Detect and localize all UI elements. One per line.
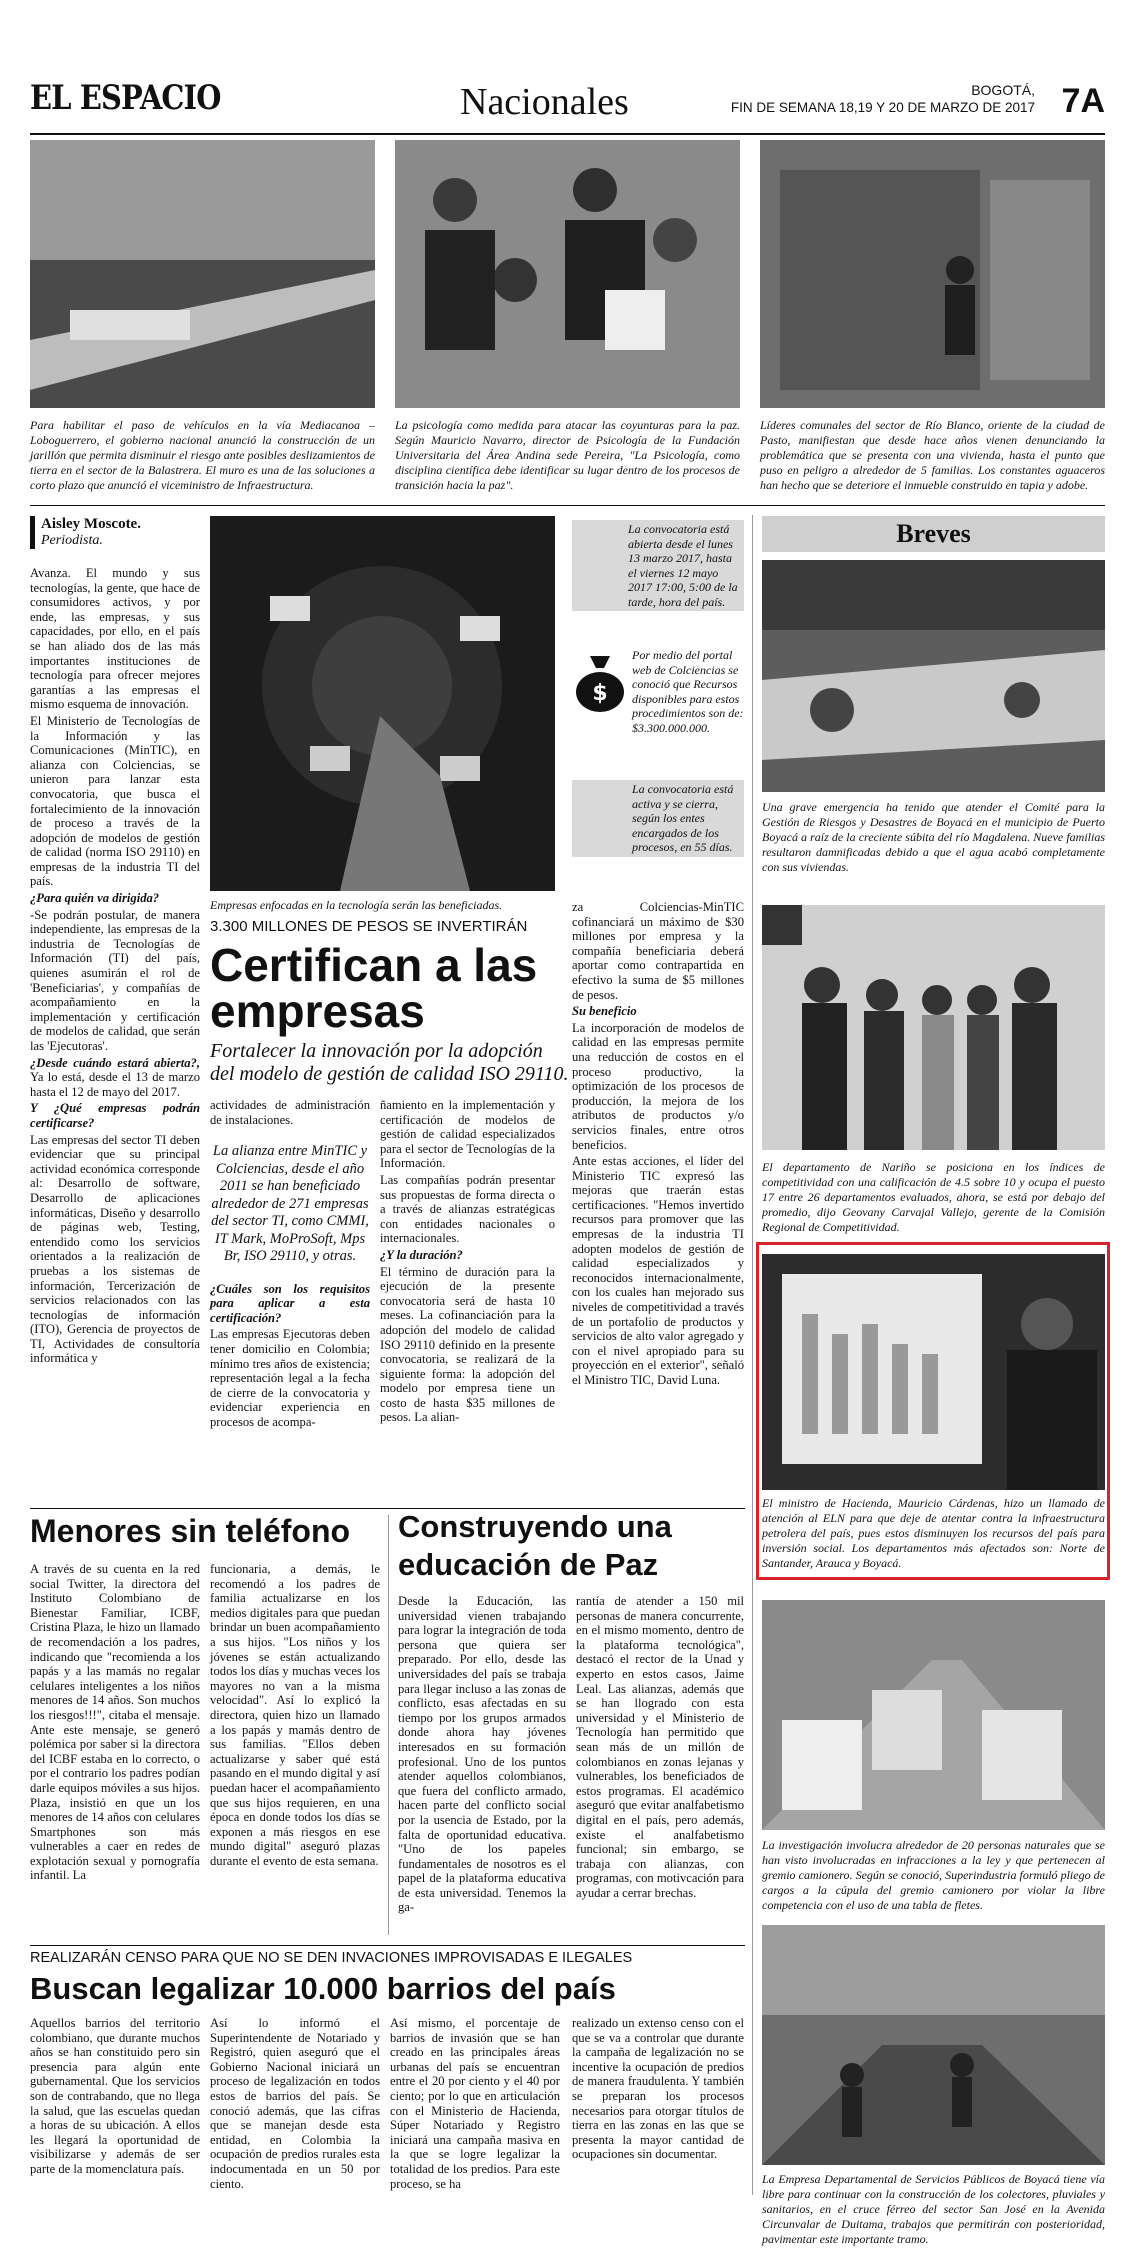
students-photo [395, 140, 740, 408]
city: BOGOTÁ, [971, 82, 1035, 98]
main-article-col1 [30, 566, 200, 1368]
masthead [30, 70, 1105, 132]
paragraph: La incorporación de modelos de calidad en las empresas permite una reducción de costos en el proceso productivo, la optimización de los procesos de producción, la mejora de los atributos de productos y/o servicios finales, entre otros beneficios. [572, 1020, 744, 1152]
subheading: ¿Cuáles son los requisitos para aplicar a esta certificación? [210, 1281, 370, 1325]
main-article-col3 [380, 1098, 555, 1427]
barrios-col2: Así lo informó el Superintendente de Notariado y Registró, quien aseguró que el Gobierno Nacional iniciará un proceso de legalización en todos estos de barrios del país. Se conoció además, que las cifras que se manejan desde esta entidad, en Colombia la ocupación de predios rurales esta indocumentada en un 50 por ciento. [210, 2016, 380, 2191]
article-deck: Fortalecer la innovación por la adopción del modelo de gestión de calidad ISO 29110. [210, 1040, 569, 1085]
paragraph: El Ministerio de Tecnologías de la Información y las Comunicaciones (MinTIC), en alianza con Colciencias, se unieron para lanzar esta convocatoria, que busca el fortalecimiento de la innovación de proceso a través de la adopción de modelos de gestión de calidad (norma ISO 29110) en empresas de la industria TI del país. [30, 713, 200, 889]
construction-photo [762, 1925, 1105, 2165]
minister-photo [762, 1254, 1105, 1490]
paragraph: Ante estas acciones, el líder del Ministerio TIC expresó las mejoras que traerán estas certificaciones. "Hemos invertido recursos para promover que las empresas de la industria TI adopten modelos de gestión de calidad especializados y reconocidos internacionalmente, con los cuales han mejorado sus niveles de competitividad a través de un portafolio de productos y servicios de alto valor agregado y con el nivel apropiado para su proyección en el exterior", señaló el Ministro TIC, David Luna. [572, 1154, 744, 1387]
subheading: ¿Desde cuándo estará abierta?, [30, 1055, 200, 1070]
paragraph: ñamiento en la implementación y certificación de modelos de gestión de calidad especializados para el sector de Tecnologías de la Información. [380, 1098, 555, 1171]
road-works-photo [30, 140, 375, 408]
logo: EL ESPACIO [30, 78, 221, 118]
paz-headline: Construyendo una educación de Paz [398, 1509, 672, 1582]
article-kicker: 3.300 MILLONES DE PESOS SE INVERTIRÁN [210, 918, 528, 935]
barrios-col3: Así mismo, el porcentaje de barrios de invasión que se han creado en las principales áreas urbanas del país se encuentran entre el 20 por ciento y el 40 por ciento; por lo que en articulación con el Ministerio de Hacienda, Súper Notariado y Registro iniciará una campaña masiva en la que se logre legalizar la totalidad de los predios. Para este proceso, se ha [390, 2016, 560, 2191]
narino-caption: El departamento de Nariño se posiciona en los índices de competitividad con una calificación de 4.5 sobre 10 y ocupa el puesto 17 entre 26 departamentos evaluados, ahora, se está por debajo del promedio, dijo Geovany Carvajal Vallejo, gerente de la Comisión Regional de Competitividad. [762, 1160, 1105, 1234]
info-box-resources: Por medio del portal web de Colciencias se conoció que Recursos disponibles para estos procedimientos son de: $3.300.000.000. [632, 648, 744, 735]
main-article-col2 [210, 1098, 370, 1432]
paragraph: -Se podrán postular, de manera independiente, las empresas de la industria de Tecnologías de Información (TI) del país, quienes asumirán el rol de 'Beneficiarias', y compañías de acompañamiento en la implementación y certificación de modelos de calidad, que serán las 'Ejecutoras'. [30, 907, 200, 1053]
paragraph: Avanza. El mundo y sus tecnologías, la gente, que hace de consumidores activos, y por ende, las empresas, y sus capacidades, por ello, en el país se han aliado dos de las más importantes instituciones de tecnología para ofrecer mejores garantías a las empresas el mismo esquema de innovación. [30, 566, 200, 712]
main-article-col4 [572, 900, 744, 1390]
column-divider [388, 1515, 389, 1935]
subheading: ¿Y la duración? [380, 1247, 463, 1262]
author-block [30, 516, 200, 549]
author-name: Aisley Moscote. [41, 516, 141, 532]
trucks-photo [762, 1600, 1105, 1830]
technology-photo [210, 516, 555, 891]
pull-quote: La alianza entre MinTIC y Colciencias, desde el año 2011 se han beneficiado alrededor de 271 empresas del sector TI, como CMMI, IT Mark, MoProSoft, Mps Br, ISO 29110, y otras. [211, 1143, 369, 1265]
narino-officials-photo [762, 905, 1105, 1150]
photo-caption-house: Líderes comunales del sector de Río Blanco, oriente de la ciudad de Pasto, manifiestan que desde hace años vienen denunciando la problemática que se presenta con una vivienda, hasta el punto que puso en peligro a alrededor de 5 familias. Los constantes aguaceros han hecho que se deteriore el inmueble construido en tapia y adobe. [760, 418, 1105, 492]
paragraph: Las compañías podrán presentar sus propuestas de forma directa o a través de alianzas estratégicas con entidades nacionales o internacionales. [380, 1172, 555, 1246]
photo-caption-students: La psicología como medida para atacar las coyunturas para la paz. Según Mauricio Navarro, director de Psicología de la Fundación Universitaria del Área Andina sede Pereira, "La Psicología, como disciplina científica debe identificar su lugar dentro de los procesos de transición hacia la paz". [395, 418, 740, 492]
barrios-kicker: REALIZARÁN CENSO PARA QUE NO SE DEN INVACIONES IMPROVISADAS E ILEGALES [30, 1950, 633, 1966]
paragraph: Ya lo está, desde el 13 de marzo hasta el 12 de mayo del 2017. [30, 1070, 200, 1099]
section-title: Nacionales [460, 81, 629, 123]
minister-caption: El ministro de Hacienda, Mauricio Cárdenas, hizo un llamado de atención al ELN para que deje de atentar contra la infraestructura petrolera del país, pues estos disminuyen los recursos del país para inversión social. Los departamentos más afectados son: Norte de Santander, Arauca y Boyacá. [762, 1496, 1105, 1570]
info-box-duration: La convocatoria está activa y se cierra, según los entes encargados de los procesos, en 55 días. [572, 780, 744, 857]
damaged-house-photo [760, 140, 1105, 408]
flood-caption: Una grave emergencia ha tenido que atender el Comité para la Gestión de Riesgos y Desastres de Boyacá en el municipio de Puerto Boyacá a raíz de la creciente súbita del río Magdalena. Nueve familias resultaron damnificadas debido a que el agua acabó completamente con sus viviendas. [762, 800, 1105, 874]
date: FIN DE SEMANA 18,19 Y 20 DE MARZO DE 2017 [730, 100, 1035, 115]
author-role: Periodista. [41, 533, 103, 548]
masthead-rule [30, 133, 1105, 135]
paragraph: za Colciencias-MinTIC cofinanciará un máximo de $30 millones por empresa y la compañía beneficiaria deberá aportar como contrapartida en efectivo la suma de $5 millones de pesos. [572, 900, 744, 1002]
trucks-caption: La investigación involucra alrededor de 20 personas naturales que se han visto involucradas en infracciones a la ley y que pertenecen al gremio camionero. Según se conoció, Superindustria formuló pliego de cargos a la cúpula del gremio camionero por violar la libre competencia con el uso de una tabla de fletes. [762, 1838, 1105, 1912]
construction-caption: La Empresa Departamental de Servicios Públicos de Boyacá tiene vía libre para continuar con la construcción de los colectores, pluviales y sanitarios, en el cruce férreo del sector San José en la Avenida Circunvalar de Duitama, trabajos que permitirán con posterioridad, pavimentar este importante tramo. [762, 2172, 1105, 2246]
section-rule [30, 505, 1105, 506]
photo-caption-road: Para habilitar el paso de vehículos en la vía Mediacanoa – Loboguerrero, el gobierno nacional anunció la construcción de un jarillón que permita disminuir el riesgo ante posibles deslizamientos de tierra en el sector de la Balastrera. El muro es una de las soluciones a corto plazo que anunció el viceministro de Infraestructura. [30, 418, 375, 492]
technology-photo-caption: Empresas enfocadas en la tecnología serán las beneficiadas. [210, 898, 503, 912]
breves-header: Breves [762, 516, 1105, 552]
paragraph: Las empresas Ejecutoras deben tener domicilio en Colombia; mínimo tres años de existencia; representación legal a la fecha de cierre de la convocatoria y evidenciar experiencia en procesos de acompa- [210, 1327, 370, 1430]
svg-text:$: $ [592, 681, 608, 706]
paragraph: El término de duración para la ejecución de la presente convocatoria será de hasta 10 meses. La cofinanciación para la adopción del modelo de calidad ISO 29110 definido en la presente convocatoria, se realizará de la siguiente forma: la adopción del modelo por empresa tiene un costo de hasta $35 millones de pesos. La alian- [380, 1264, 555, 1425]
menores-col1: A través de su cuenta en la red social Twitter, la directora del Instituto Colombiano de Bienestar Familiar, ICBF, Cristina Plaza, le hizo un llamado de recomendación a los padres, indicando que "recomienda a los papás y a las mamás no regalar celulares inteligentes a los niños menores de 14 años. Son muchos los riesgos!!!", citaba el mensaje. Ante este mensaje, se generó polémica por saber si la directora del ICBF estaba en lo correcto, o por el contrario los padres podían darle equipos móviles a sus hijos. Plaza, insistió en que un los menores de 14 años con celulares Smartphones son más vulnerables a caer en redes de explotación sexual y pornografía infantil. La [30, 1562, 200, 1883]
section-rule [30, 1945, 745, 1946]
column-divider [752, 515, 753, 2195]
flood-photo [762, 560, 1105, 792]
paz-col1: Desde la Educación, las universidad vienen trabajando para lograr la integración de toda persona que quiera ser preparado. Por ello, desde las universidades del país se trabaja para llegar incluso a las zonas de conflicto, esas afectadas en su tiempo por los grupos armados donde ahora hay jóvenes interesados en su formación profesional. Uno de los puntos atender aquellos colombianos, que fuera del conflicto armado, hacen parte del conflicto social por la usencia de Estado, por la falta de oportunidad educativa. "Uno de los papeles fundamentales de nosotros es el papel de la plataforma educativa de esta universidad. Tenemos la ga- [398, 1594, 566, 1915]
menores-col2: funcionaria, a demás, le recomendó a los padres de familia actualizarse en los medios digitales para que puedan brindar un buen acompañamiento a sus hijos. "Los niños y los jóvenes se están actualizando todos los días y muchas veces los mayores no van a la misma velocidad". Así lo explicó la directora, quien hizo un llamado a los papás y mamás dentro de sus familias. "Ellos deben actualizarse y saber qué está pasando en el mundo digital y así puedan hacer el acompañamiento que sus hijos requieren, en una época en donde todos los días se exponen a más riesgos en ese mundo digital" aseguró plazas durante el evento de esta semana. [210, 1562, 380, 1868]
paragraph: actividades de administración de instalaciones. [210, 1098, 370, 1127]
article-headline: Certifican a las empresas [210, 939, 538, 1037]
subheading: Su beneficio [572, 1004, 637, 1019]
subheading: ¿Para quién va dirigida? [30, 891, 160, 906]
menores-headline: Menores sin teléfono [30, 1513, 351, 1549]
page-number: 7A [1061, 82, 1105, 120]
paragraph: Las empresas del sector TI deben evidenciar que su principal actividad económica corresponde al: Desarrollo de software, Desarrollo de aplicaciones informáticas, Diseño y desarrollo de páginas web, Testing, entendido como los servicios orientados a la realización de pruebas a los sistemas de información, Tercerización de servicios relacionados con las tecnologías de información (ITO), Gerencia de proyectos de TI, Actividades de consultoría informática y [30, 1132, 200, 1366]
info-box-dates: La convocatoria está abierta desde el lunes 13 marzo 2017, hasta el viernes 12 mayo 2017 17:00, 5:00 de la tarde, hora del país. [572, 520, 744, 611]
paz-col2: rantía de atender a 150 mil personas de manera concurrente, en el mismo momento, dentro de la plataforma tecnológica", destacó el rector de la Unad y experto en estos casos, Jaime Leal. Las alianzas, además que se han llogrado con esta universidad y el Ministerio de Tecnología han permitido que sean más de un millón de colombianos en zonas lejanas y vulnerables, los beneficiados de estos programas. El académico aseguró que evitar analfabetismo digital en el país, pero además, existe el analfabetismo funcional; sin embargo, se trabaja con alianzas, con programas, con motivcación para ayudar a cerrar brechas. [576, 1594, 744, 1900]
barrios-headline: Buscan legalizar 10.000 barrios del país [30, 1971, 616, 2006]
barrios-col1: Aquellos barrios del territorio colombiano, que durante muchos años se han constituido pero sin presencia para algún ente gubernamental. Que los servicios son de contrabando, que no llega la salud, que las escuelas quedan a horas de su ubicación. A ellos les llegará la oportunidad de visibilizarse y además de ser parte de la momenclatura país. [30, 2016, 200, 2176]
subheading: Y ¿Qué empresas podrán certificarse? [30, 1101, 200, 1130]
barrios-col4: realizado un extenso censo con el que se va a controlar que durante la campaña de legalización no se incentive la ocupación de predios de manera fraudulenta. Y también se preparan los procesos necesarios para otorgar títulos de tierra en las zonas en las que se presenta la mayor cantidad de ocupaciones sin documentar. [572, 2016, 744, 2162]
